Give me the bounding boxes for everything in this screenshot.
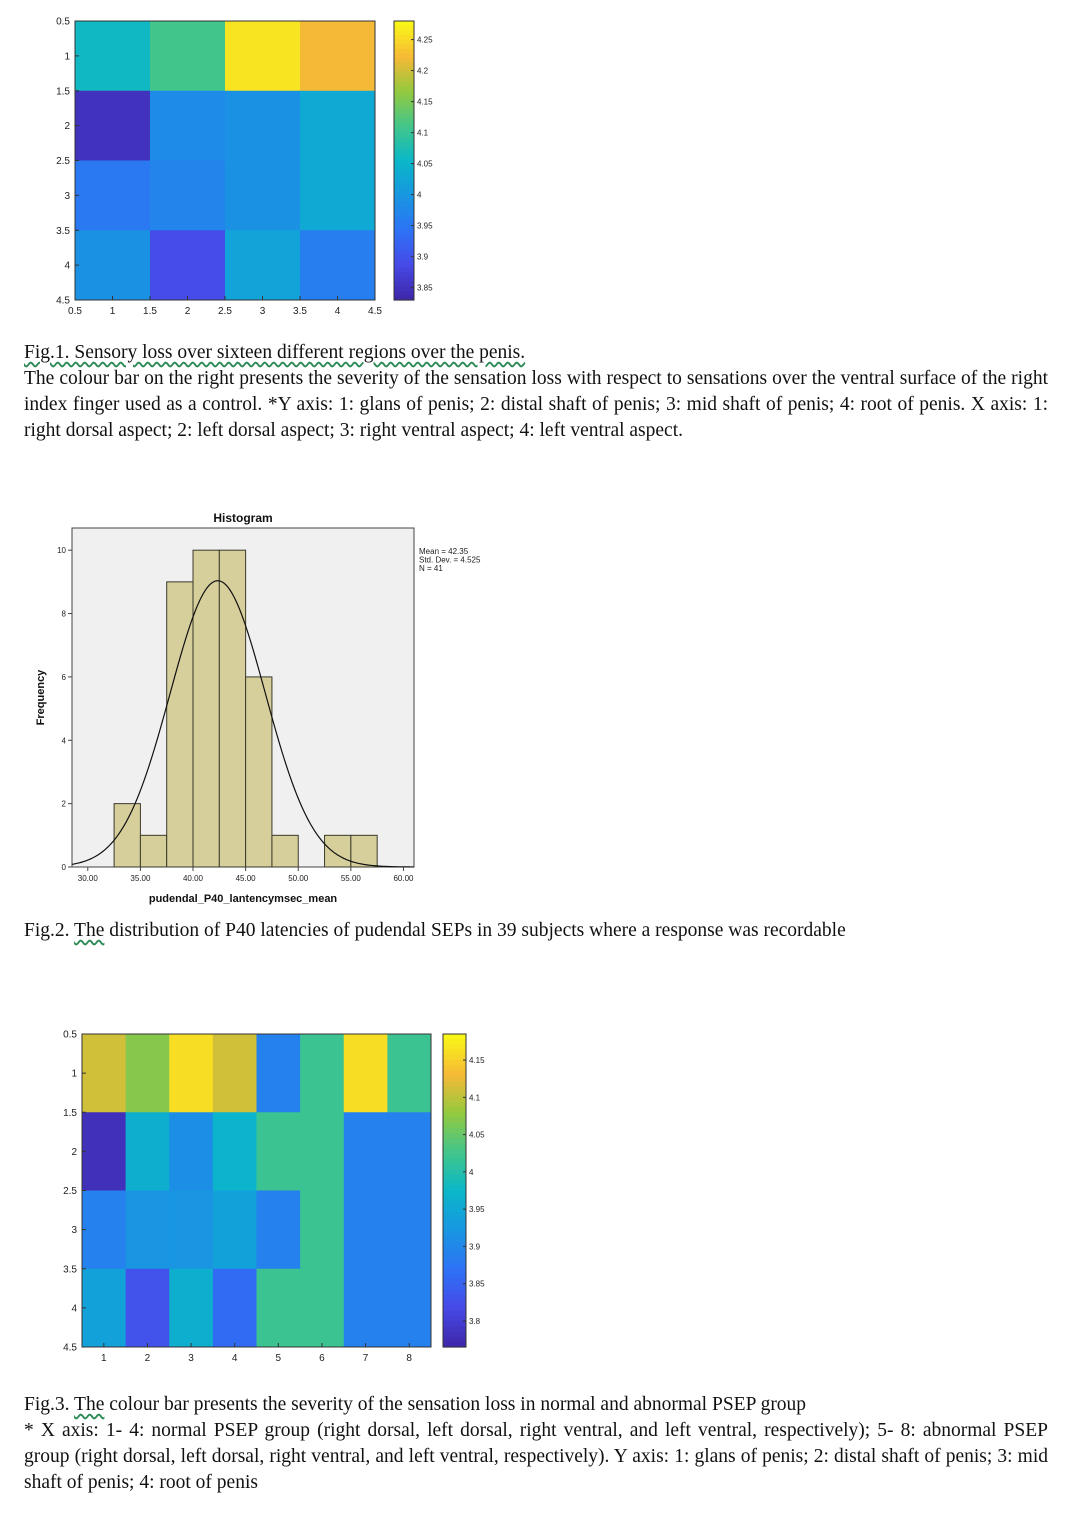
- fig2-y-tick-label: 4: [61, 736, 66, 746]
- fig1-caption: [24, 340, 1048, 444]
- fig3-colorbar-segment: [443, 1295, 466, 1301]
- fig3-colorbar-segment: [443, 1091, 466, 1097]
- fig2-x-tick-label: 35.00: [130, 874, 151, 883]
- fig1-colorbar-segment: [394, 244, 414, 249]
- fig2-y-tick-label: 8: [61, 609, 66, 619]
- fig3-colorbar-segment: [443, 1180, 466, 1186]
- fig1-colorbar-segment: [394, 81, 414, 86]
- fig3-y-tick-label: 1: [71, 1068, 77, 1080]
- fig1-colorbar-segment: [394, 54, 414, 59]
- fig2-histogram: [35, 511, 481, 905]
- fig3-y-tick-label: 4: [71, 1303, 77, 1315]
- fig3-caption-the: The: [74, 1394, 105, 1415]
- fig3-colorbar-label: 3.8: [469, 1316, 481, 1326]
- fig3-colorbar-label: 4: [469, 1167, 474, 1177]
- fig1-x-tick-label: 4.5: [368, 306, 382, 317]
- fig1-colorbar-segment: [394, 95, 414, 100]
- fig1-y-tick-label: 3: [64, 190, 70, 202]
- fig3-x-tick-label: 1: [101, 1353, 107, 1364]
- fig3-colorbar-segment: [443, 1253, 466, 1259]
- fig2-x-tick-label: 50.00: [288, 874, 309, 883]
- fig3-colorbar-segment: [443, 1305, 466, 1311]
- fig3-colorbar-segment: [443, 1222, 466, 1228]
- fig3-cell: [257, 1112, 301, 1191]
- fig3-caption-body: * X axis: 1- 4: normal PSEP group (right dorsal, left dorsal, right ventral, and left ventral, respectively); 5- 8: abnormal PSEP group (right dorsal, left dorsal, right ventral, and left ventral, respectively). Y axis: 1: glans of penis; 2: distal shaft of penis; 3: mid shaft of penis; 4: root of penis: [24, 1420, 1048, 1493]
- fig3-colorbar-label: 4.1: [469, 1093, 481, 1103]
- fig1-x-tick-label: 2.5: [218, 306, 232, 317]
- fig3-cell: [82, 1191, 126, 1270]
- fig1-y-tick-label: 4.5: [56, 295, 70, 307]
- fig3-colorbar-segment: [443, 1076, 466, 1082]
- fig3-colorbar-segment: [443, 1086, 466, 1092]
- fig1-cell: [150, 230, 226, 300]
- fig1-cell: [225, 161, 301, 231]
- fig3-colorbar-segment: [443, 1337, 466, 1343]
- fig1-colorbar-segment: [394, 77, 414, 82]
- fig3-colorbar-segment: [443, 1175, 466, 1181]
- fig1-colorbar-segment: [394, 21, 414, 26]
- fig1-colorbar-segment: [394, 226, 414, 231]
- fig1-colorbar-segment: [394, 291, 414, 296]
- fig2-caption-text: distribution of P40 latencies of pudendal SEPs in 39 subjects where a response was recordable: [109, 920, 846, 941]
- fig2-y-tick-label: 0: [61, 863, 66, 872]
- fig1-colorbar-label: 3.9: [417, 252, 429, 262]
- fig3-heatmap: [63, 1030, 485, 1365]
- fig2-bar: [219, 550, 245, 867]
- fig3-colorbar-segment: [443, 1154, 466, 1160]
- fig3-cell: [126, 1034, 170, 1113]
- fig3-x-tick-label: 2: [144, 1353, 151, 1364]
- fig2-bar: [246, 677, 272, 867]
- fig1-y-tick-label: 2.5: [56, 156, 70, 167]
- fig3-cell: [257, 1034, 301, 1113]
- fig3-y-tick-label: 3: [71, 1225, 77, 1237]
- fig2-bar: [325, 835, 351, 867]
- fig3-cell: [213, 1112, 257, 1191]
- fig2-bar: [140, 835, 166, 867]
- fig3-cell: [126, 1112, 170, 1191]
- fig3-colorbar-segment: [443, 1248, 466, 1254]
- fig3-cell: [387, 1034, 431, 1113]
- fig3-colorbar-segment: [443, 1144, 466, 1150]
- fig1-colorbar-label: 4.15: [417, 97, 433, 107]
- fig3-colorbar-segment: [443, 1331, 466, 1337]
- fig2-stat-line: Std. Dev. = 4.525: [419, 555, 481, 565]
- fig1-colorbar-segment: [394, 263, 414, 268]
- fig3-colorbar-segment: [443, 1300, 466, 1306]
- fig3-cell: [82, 1034, 126, 1113]
- fig1-colorbar-label: 4.05: [417, 159, 433, 169]
- fig1-caption-title: Fig.1. Sensory loss over sixteen different regions over the penis.: [24, 342, 526, 363]
- fig1-cell: [150, 91, 226, 161]
- fig1-colorbar-segment: [394, 86, 414, 91]
- fig1-cell: [300, 91, 376, 161]
- fig1-colorbar-segment: [394, 40, 414, 45]
- fig1-colorbar-segment: [394, 26, 414, 31]
- fig1-cell: [150, 161, 226, 231]
- fig3-colorbar-segment: [443, 1258, 466, 1264]
- fig3-colorbar-segment: [443, 1159, 466, 1165]
- fig1-x-tick-label: 0.5: [68, 306, 82, 317]
- fig2-y-tick-label: 10: [57, 546, 66, 556]
- fig3-y-tick-label: 2.5: [63, 1186, 77, 1197]
- fig1-colorbar-segment: [394, 277, 414, 282]
- fig1-colorbar-segment: [394, 188, 414, 193]
- fig3-colorbar-segment: [443, 1279, 466, 1285]
- fig1-x-tick-label: 1.5: [143, 306, 157, 317]
- fig1-colorbar-segment: [394, 165, 414, 170]
- fig1-colorbar-segment: [394, 156, 414, 161]
- fig3-cell: [169, 1269, 213, 1348]
- fig1-colorbar-segment: [394, 267, 414, 272]
- fig3-colorbar-segment: [443, 1321, 466, 1327]
- fig1-colorbar-label: 4.2: [417, 66, 429, 76]
- fig3-colorbar-segment: [443, 1316, 466, 1322]
- fig2-x-tick-label: 60.00: [393, 874, 414, 883]
- fig1-colorbar-segment: [394, 142, 414, 147]
- fig3-x-tick-label: 8: [406, 1353, 412, 1364]
- fig1-colorbar-label: 3.95: [417, 221, 433, 231]
- fig3-colorbar-segment: [443, 1232, 466, 1238]
- fig1-y-tick-label: 0.5: [56, 16, 70, 28]
- fig3-y-tick-label: 0.5: [63, 1029, 77, 1041]
- fig3-colorbar-segment: [443, 1097, 466, 1103]
- fig3-x-tick-label: 6: [319, 1353, 325, 1364]
- fig1-heatmap: [56, 17, 433, 318]
- fig3-colorbar-segment: [443, 1034, 466, 1040]
- fig3-colorbar-segment: [443, 1274, 466, 1280]
- fig3-caption: [24, 1392, 1048, 1496]
- fig3-colorbar-segment: [443, 1243, 466, 1249]
- fig1-colorbar-segment: [394, 151, 414, 156]
- fig1-x-tick-label: 4: [334, 306, 341, 317]
- fig3-cell: [344, 1034, 388, 1113]
- fig3-colorbar-segment: [443, 1170, 466, 1176]
- fig3-cell: [387, 1191, 431, 1270]
- fig2-stat-line: N = 41: [419, 564, 443, 573]
- fig1-y-tick-label: 3.5: [56, 225, 70, 237]
- fig1-colorbar-label: 4.1: [417, 128, 429, 138]
- fig3-colorbar-segment: [443, 1164, 466, 1170]
- fig2-bar: [167, 582, 193, 867]
- fig1-colorbar-segment: [394, 174, 414, 179]
- fig2-x-tick-label: 45.00: [235, 874, 256, 883]
- fig3-colorbar-segment: [443, 1149, 466, 1155]
- fig2-y-tick-label: 6: [61, 672, 66, 682]
- fig3-cell: [82, 1112, 126, 1191]
- fig3-colorbar-label: 4.05: [469, 1130, 485, 1140]
- fig1-y-tick-label: 1.5: [56, 86, 70, 98]
- fig3-colorbar-label: 3.85: [469, 1279, 485, 1289]
- fig1-colorbar-segment: [394, 123, 414, 128]
- fig3-colorbar-segment: [443, 1044, 466, 1050]
- fig1-cell: [150, 21, 226, 91]
- fig1-colorbar-segment: [394, 133, 414, 138]
- fig3-colorbar-segment: [443, 1123, 466, 1129]
- fig3-cell: [344, 1112, 388, 1191]
- fig3-colorbar-segment: [443, 1191, 466, 1197]
- fig3-cell: [387, 1269, 431, 1348]
- fig3-colorbar-segment: [443, 1237, 466, 1243]
- fig3-colorbar-segment: [443, 1102, 466, 1108]
- fig3-x-tick-label: 3: [188, 1353, 194, 1364]
- fig1-y-tick-label: 2: [64, 121, 70, 133]
- fig3-colorbar-segment: [443, 1264, 466, 1270]
- fig3-cell: [257, 1269, 301, 1348]
- fig1-colorbar-segment: [394, 63, 414, 68]
- fig3-caption-prefix: Fig.3.: [24, 1394, 70, 1415]
- fig1-colorbar-segment: [394, 216, 414, 221]
- fig1-colorbar-segment: [394, 202, 414, 207]
- fig1-x-tick-label: 3.5: [293, 306, 307, 317]
- fig3-colorbar-label: 4.15: [469, 1056, 485, 1066]
- fig3-colorbar-segment: [443, 1133, 466, 1139]
- fig1-colorbar-segment: [394, 281, 414, 286]
- fig3-colorbar-segment: [443, 1138, 466, 1144]
- fig1-colorbar-label: 4.25: [417, 35, 433, 45]
- fig2-bar: [193, 550, 219, 867]
- fig1-cell: [75, 21, 151, 91]
- fig3-cell: [126, 1269, 170, 1348]
- fig1-caption-body: The colour bar on the right presents the severity of the sensation loss with respect to sensations over the ventral surface of the right index finger used as a control. *Y axis: 1: glans of penis; 2: distal shaft of penis; 3: mid shaft of penis; 4: root of penis. X axis: 1: right dorsal aspect; 2: left dorsal aspect; 3: right ventral aspect; 4: left ventral aspect.: [24, 368, 1048, 441]
- fig3-colorbar-label: 3.9: [469, 1242, 481, 1252]
- fig3-cell: [213, 1034, 257, 1113]
- fig1-x-tick-label: 1: [109, 306, 116, 317]
- fig3-colorbar-segment: [443, 1071, 466, 1077]
- fig1-colorbar-segment: [394, 212, 414, 217]
- fig2-x-tick-label: 40.00: [182, 874, 204, 883]
- fig1-y-tick-label: 4: [64, 260, 70, 272]
- fig3-cell: [213, 1269, 257, 1348]
- fig1-colorbar-segment: [394, 179, 414, 184]
- fig1-colorbar-segment: [394, 44, 414, 49]
- fig2-caption-the: The: [74, 920, 105, 941]
- fig1-colorbar-segment: [394, 286, 414, 291]
- fig1-colorbar-segment: [394, 184, 414, 189]
- fig3-colorbar-segment: [443, 1117, 466, 1123]
- fig3-colorbar-segment: [443, 1128, 466, 1134]
- fig3-colorbar-segment: [443, 1326, 466, 1332]
- fig1-cell: [300, 230, 376, 300]
- fig2-bar: [272, 835, 298, 867]
- fig1-cell: [300, 21, 376, 91]
- fig1-colorbar-segment: [394, 249, 414, 254]
- fig3-x-tick-label: 4: [231, 1353, 238, 1364]
- fig1-colorbar-segment: [394, 240, 414, 245]
- fig1-x-tick-label: 3: [259, 306, 266, 317]
- fig3-cell: [344, 1269, 388, 1348]
- fig3-cell: [126, 1191, 170, 1270]
- fig1-cell: [75, 91, 151, 161]
- fig1-colorbar-segment: [394, 207, 414, 212]
- fig1-colorbar-segment: [394, 100, 414, 105]
- fig1-cell: [225, 230, 301, 300]
- fig3-colorbar-segment: [443, 1284, 466, 1290]
- fig1-colorbar-segment: [394, 137, 414, 142]
- fig3-cell: [300, 1191, 344, 1270]
- fig1-colorbar-segment: [394, 230, 414, 235]
- fig3-cell: [213, 1191, 257, 1270]
- fig1-colorbar-segment: [394, 30, 414, 35]
- fig3-colorbar-segment: [443, 1269, 466, 1275]
- fig3-colorbar-segment: [443, 1055, 466, 1061]
- fig3-colorbar-segment: [443, 1081, 466, 1087]
- fig3-colorbar-segment: [443, 1112, 466, 1118]
- fig3-colorbar-segment: [443, 1185, 466, 1191]
- fig3-colorbar-label: 3.95: [469, 1205, 485, 1215]
- fig1-colorbar-segment: [394, 147, 414, 152]
- fig1-y-tick-label: 1: [64, 51, 70, 63]
- fig3-caption-text: colour bar presents the severity of the sensation loss in normal and abnormal PSEP group: [109, 1394, 807, 1415]
- fig3-colorbar-segment: [443, 1065, 466, 1071]
- fig1-colorbar-segment: [394, 235, 414, 240]
- fig1-colorbar-segment: [394, 114, 414, 119]
- fig1-x-tick-label: 2: [184, 306, 191, 317]
- fig2-stat-line: Mean = 42.35: [419, 547, 469, 556]
- fig1-cell: [225, 91, 301, 161]
- fig1-colorbar-segment: [394, 91, 414, 96]
- fig3-cell: [169, 1191, 213, 1270]
- fig1-colorbar-label: 3.85: [417, 283, 433, 293]
- fig2-title: Histogram: [213, 511, 273, 525]
- fig3-cell: [82, 1269, 126, 1348]
- fig1-cell: [300, 161, 376, 231]
- fig1-colorbar-segment: [394, 198, 414, 203]
- fig1-cell: [75, 161, 151, 231]
- fig3-colorbar-segment: [443, 1227, 466, 1233]
- fig3-colorbar-segment: [443, 1060, 466, 1066]
- fig2-x-axis-label: pudendal_P40_lantencymsec_mean: [148, 893, 338, 905]
- fig2-x-tick-label: 30.00: [77, 874, 98, 883]
- fig1-colorbar-segment: [394, 109, 414, 114]
- fig1-cell: [75, 230, 151, 300]
- fig3-colorbar-segment: [443, 1310, 466, 1316]
- fig3-cell: [387, 1112, 431, 1191]
- fig1-cell: [225, 21, 301, 91]
- fig3-colorbar-segment: [443, 1039, 466, 1045]
- fig3-y-tick-label: 1.5: [63, 1107, 77, 1119]
- fig3-colorbar-segment: [443, 1206, 466, 1212]
- fig3-cell: [169, 1112, 213, 1191]
- fig3-colorbar-segment: [443, 1217, 466, 1223]
- fig3-cell: [169, 1034, 213, 1113]
- fig1-colorbar-segment: [394, 272, 414, 277]
- fig3-colorbar-segment: [443, 1196, 466, 1202]
- fig3-x-tick-label: 7: [362, 1353, 369, 1364]
- fig3-cell: [300, 1269, 344, 1348]
- fig2-y-tick-label: 2: [61, 799, 66, 809]
- fig3-y-tick-label: 3.5: [63, 1264, 77, 1276]
- fig2-x-tick-label: 55.00: [340, 874, 361, 883]
- fig3-x-tick-label: 5: [275, 1353, 282, 1364]
- fig1-colorbar-segment: [394, 170, 414, 175]
- fig3-colorbar-segment: [443, 1201, 466, 1207]
- fig3-cell: [344, 1191, 388, 1270]
- fig1-colorbar-segment: [394, 258, 414, 263]
- fig1-colorbar-segment: [394, 49, 414, 54]
- fig1-colorbar-segment: [394, 119, 414, 124]
- fig3-cell: [257, 1191, 301, 1270]
- fig1-colorbar-segment: [394, 72, 414, 77]
- fig3-colorbar-segment: [443, 1107, 466, 1113]
- fig2-caption: [24, 918, 1048, 944]
- fig1-colorbar-label: 4: [417, 190, 422, 200]
- fig3-y-tick-label: 4.5: [63, 1342, 77, 1354]
- fig1-colorbar-segment: [394, 193, 414, 198]
- fig1-colorbar-segment: [394, 58, 414, 63]
- fig3-colorbar-segment: [443, 1050, 466, 1056]
- fig1-colorbar-segment: [394, 105, 414, 110]
- fig3-colorbar-segment: [443, 1211, 466, 1217]
- fig2-caption-prefix: Fig.2.: [24, 920, 70, 941]
- fig3-colorbar-segment: [443, 1290, 466, 1296]
- fig3-cell: [300, 1112, 344, 1191]
- fig3-cell: [300, 1034, 344, 1113]
- fig3-y-tick-label: 2: [71, 1146, 77, 1158]
- fig2-y-axis-label: Frequency: [35, 669, 47, 726]
